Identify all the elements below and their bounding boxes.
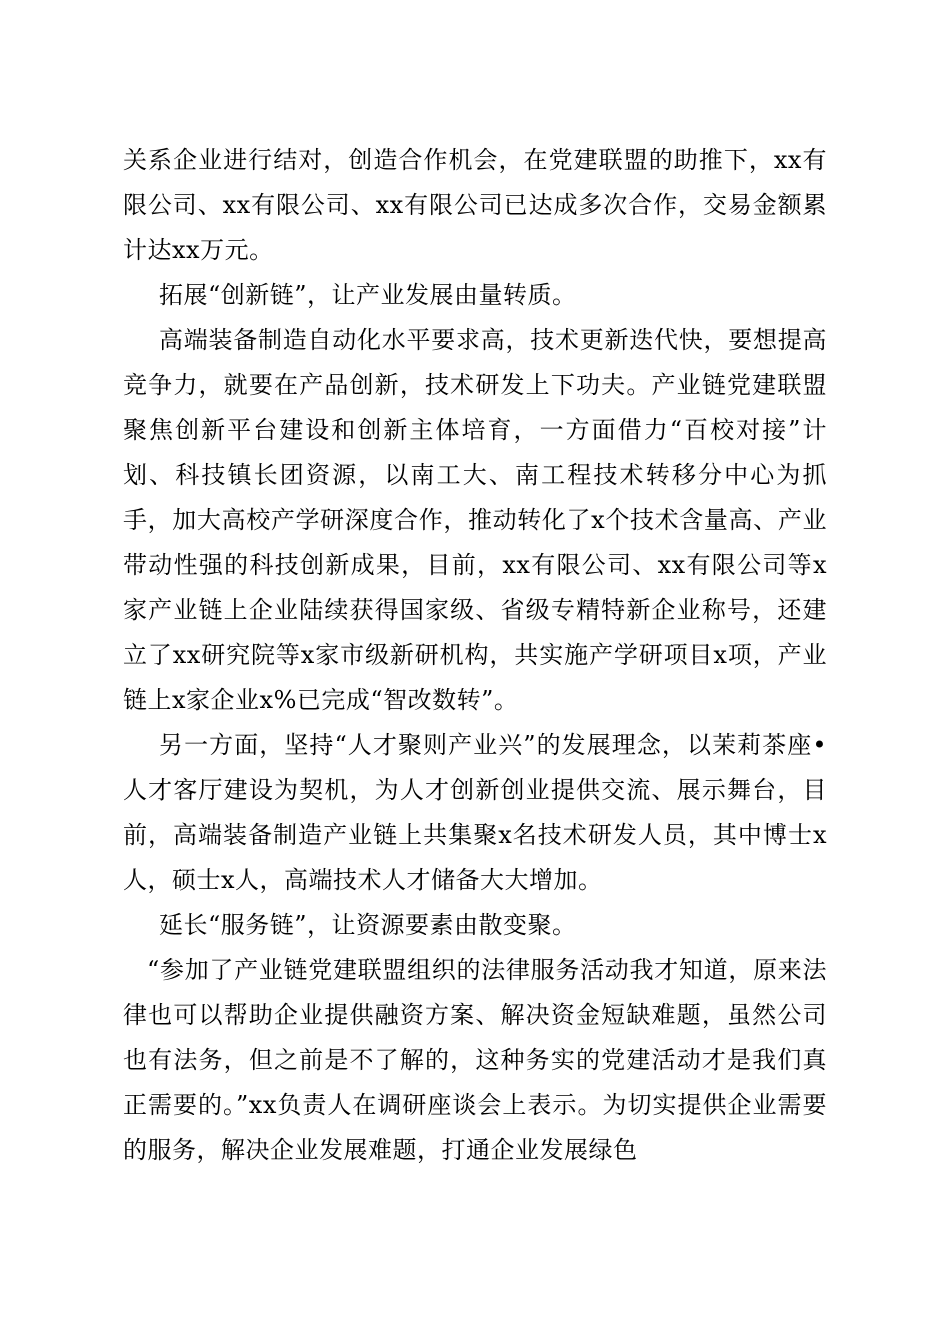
paragraph-quote: “参加了产业链党建联盟组织的法律服务活动我才知道，原来法律也可以帮助企业提供融资方案、解决资金短缺难题，虽然公司也有法务，但之前是不了解的，这种务实的党建活动才是我们真正需要的。”xx负责人在调研座谈会上表示。为切实提供企业需要的服务，解决企业发展难题，打通企业发展绿色	[123, 956, 827, 1164]
paragraph-continuation: 关系企业进行结对，创造合作机会，在党建联盟的助推下，xx有限公司、xx有限公司、xx有限公司已达成多次合作，交易金额累计达xx万元。	[123, 146, 827, 264]
section-heading-service-chain: 延长“服务链”，让资源要素由散变聚。	[159, 911, 577, 939]
document-body	[123, 138, 827, 1173]
paragraph-talent: 另一方面，坚持“人才聚则产业兴”的发展理念，以茉莉茶座•人才客厅建设为契机，为人才创新创业提供交流、展示舞台，目前，高端装备制造产业链上共集聚x名技术研发人员，其中博士x人，硕士x人，高端技术人才储备大大增加。	[123, 731, 827, 894]
paragraph-innovation: 高端装备制造自动化水平要求高，技术更新迭代快，要想提高竞争力，就要在产品创新，技术研发上下功夫。产业链党建联盟聚焦创新平台建设和创新主体培育，一方面借力“百校对接”计划、科技镇长团资源，以南工大、南工程技术转移分中心为抓手，加大高校产学研深度合作，推动转化了x个技术含量高、产业带动性强的科技创新成果，目前，xx有限公司、xx有限公司等x家产业链上企业陆续获得国家级、省级专精特新企业称号，还建立了xx研究院等x家市级新研机构，共实施产学研项目x项，产业链上x家企业x%已完成“智改数转”。	[123, 326, 827, 714]
section-heading-innovation-chain: 拓展“创新链”，让产业发展由量转质。	[159, 281, 577, 309]
